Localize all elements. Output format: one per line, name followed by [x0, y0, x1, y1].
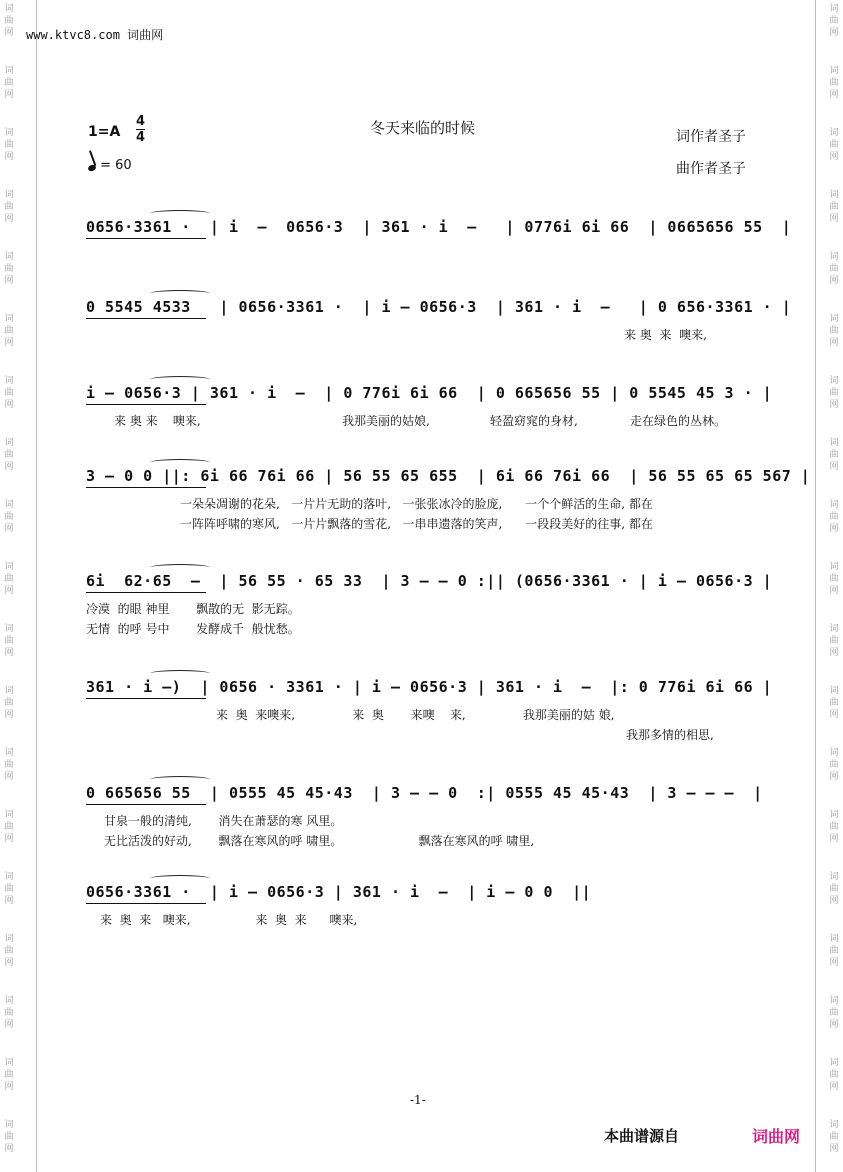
watermark-glyph: 曲	[829, 636, 839, 646]
beam-line	[86, 318, 206, 319]
watermark-glyph: 词	[829, 562, 839, 572]
quarter-note-icon	[87, 164, 97, 172]
watermark-glyph: 词	[829, 438, 839, 448]
watermark-glyph: 词	[829, 872, 839, 882]
beam-line	[86, 698, 206, 699]
watermark-glyph: 词	[829, 1058, 839, 1068]
watermark-glyph: 网	[829, 524, 839, 534]
notation-row: 6i 62·65 – | 56 55 · 65 33 | 3 – – 0 :|| (0656·3361 · | i – 0656·3 |	[86, 572, 773, 590]
watermark-glyph: 网	[4, 214, 14, 224]
watermark-glyph: 网	[829, 834, 839, 844]
watermark-glyph: 曲	[829, 16, 839, 26]
watermark-glyph: 曲	[4, 388, 14, 398]
watermark-glyph: 词	[4, 996, 14, 1006]
watermark-glyph: 曲	[829, 264, 839, 274]
slur-arc	[150, 210, 210, 217]
watermark-glyph: 曲	[829, 388, 839, 398]
lyric-line: 来 奥 来噢来, 来 奥 来噢 来, 我那美丽的姑 娘,	[216, 708, 615, 722]
song-title: 冬天来临的时候	[370, 119, 476, 137]
watermark-glyph: 曲	[4, 822, 14, 832]
lyric-line: 冷漠 的眼 神里 飘散的无 影无踪。	[86, 602, 300, 616]
left-margin-strip	[22, 0, 37, 1172]
watermark-glyph: 曲	[829, 698, 839, 708]
watermark-glyph: 网	[4, 710, 14, 720]
watermark-glyph: 网	[4, 90, 14, 100]
watermark-glyph: 网	[4, 276, 14, 286]
watermark-glyph: 网	[4, 772, 14, 782]
watermark-glyph: 词	[829, 500, 839, 510]
composer-credit: 曲作者圣子	[676, 161, 746, 177]
lyric-line: 一朵朵凋谢的花朵, 一片片无助的落叶, 一张张冰冷的脸庞, 一个个鲜活的生命, 都在	[180, 497, 653, 511]
watermark-glyph: 曲	[4, 760, 14, 770]
watermark-glyph: 词	[829, 810, 839, 820]
watermark-glyph: 网	[829, 90, 839, 100]
watermark-glyph: 网	[829, 462, 839, 472]
key-signature: 1=A	[88, 124, 121, 140]
lyric-line: 轻盈窈窕的身材,	[490, 414, 578, 428]
watermark-glyph: 词	[829, 748, 839, 758]
watermark-glyph: 曲	[4, 698, 14, 708]
watermark-glyph: 词	[4, 128, 14, 138]
watermark-glyph: 网	[829, 586, 839, 596]
tempo-value: = 60	[100, 158, 132, 173]
watermark-glyph: 词	[4, 376, 14, 386]
watermark-glyph: 网	[4, 400, 14, 410]
notation-row: 0656·3361 · | i – 0656·3 | 361 · i – | 0776i 6i 66 | 0665656 55 |	[86, 218, 792, 236]
beam-line	[86, 238, 206, 239]
lyric-line: 我那多情的相思,	[626, 728, 714, 742]
watermark-glyph: 曲	[829, 574, 839, 584]
watermark-glyph: 曲	[829, 140, 839, 150]
watermark-glyph: 词	[4, 190, 14, 200]
brand-logo[interactable]: 词曲网	[752, 1127, 801, 1146]
watermark-glyph: 曲	[4, 1070, 14, 1080]
watermark-glyph: 曲	[829, 760, 839, 770]
watermark-glyph: 词	[4, 438, 14, 448]
watermark-glyph: 网	[829, 896, 839, 906]
watermark-glyph: 词	[4, 686, 14, 696]
watermark-glyph: 词	[4, 934, 14, 944]
time-signature	[136, 114, 145, 145]
watermark-glyph: 网	[4, 958, 14, 968]
beam-line	[86, 592, 206, 593]
watermark-glyph: 曲	[4, 1132, 14, 1142]
watermark-glyph: 曲	[829, 202, 839, 212]
lyric-line: 我那美丽的姑娘,	[342, 414, 430, 428]
watermark-glyph: 网	[4, 28, 14, 38]
lyric-line: 来 奥 来 噢来,	[624, 328, 707, 342]
watermark-glyph: 曲	[829, 1008, 839, 1018]
watermark-glyph: 词	[4, 872, 14, 882]
lyric-line: 来 奥 来 噢来, 来 奥 来 噢来,	[100, 913, 358, 927]
watermark-glyph: 网	[4, 152, 14, 162]
watermark-glyph: 曲	[4, 636, 14, 646]
slur-arc	[150, 875, 210, 882]
watermark-glyph: 词	[829, 314, 839, 324]
watermark-glyph: 曲	[4, 202, 14, 212]
beam-line	[86, 804, 206, 805]
watermark-glyph: 网	[4, 462, 14, 472]
watermark-glyph: 曲	[4, 884, 14, 894]
watermark-glyph: 曲	[829, 78, 839, 88]
watermark-glyph: 曲	[4, 1008, 14, 1018]
watermark-glyph: 词	[829, 128, 839, 138]
page-number: -1-	[410, 1093, 426, 1107]
watermark-glyph: 网	[829, 1020, 839, 1030]
watermark-glyph: 词	[829, 190, 839, 200]
watermark-glyph: 词	[4, 748, 14, 758]
watermark-glyph: 词	[4, 500, 14, 510]
watermark-glyph: 网	[4, 896, 14, 906]
watermark-glyph: 词	[829, 66, 839, 76]
watermark-glyph: 曲	[4, 450, 14, 460]
watermark-glyph: 曲	[829, 1070, 839, 1080]
watermark-glyph: 词	[4, 810, 14, 820]
watermark-glyph: 网	[4, 1020, 14, 1030]
slur-arc	[150, 376, 210, 383]
watermark-glyph: 网	[829, 152, 839, 162]
slur-arc	[150, 290, 210, 297]
watermark-glyph: 曲	[829, 450, 839, 460]
watermark-glyph: 词	[4, 624, 14, 634]
watermark-glyph: 曲	[829, 512, 839, 522]
watermark-glyph: 网	[829, 400, 839, 410]
watermark-glyph: 曲	[4, 264, 14, 274]
watermark-glyph: 网	[829, 648, 839, 658]
lyric-line: 无情 的呼 号中 发酵成千 般忧愁。	[86, 622, 300, 636]
watermark-glyph: 网	[4, 648, 14, 658]
watermark-glyph: 词	[829, 376, 839, 386]
lyric-line: 甘泉一般的清纯, 消失在萧瑟的寒 风里。	[104, 814, 343, 828]
notation-row: i – 0656·3 | 361 · i – | 0 776i 6i 66 | 0 665656 55 | 0 5545 45 3 · |	[86, 384, 773, 402]
notation-row: 0 5545 4533 | 0656·3361 · | i – 0656·3 | 361 · i – | 0 656·3361 · |	[86, 298, 792, 316]
watermark-glyph: 曲	[4, 574, 14, 584]
time-bottom: 4	[136, 130, 146, 145]
watermark-glyph: 曲	[829, 326, 839, 336]
watermark-glyph: 词	[4, 1058, 14, 1068]
tempo-marking	[88, 158, 132, 173]
site-url[interactable]: www.ktvc8.com 词曲网	[26, 28, 164, 42]
slur-arc	[150, 776, 210, 783]
watermark-glyph: 词	[4, 252, 14, 262]
watermark-glyph: 曲	[4, 78, 14, 88]
notation-row: 361 · i –) | 0656 · 3361 · | i – 0656·3 | 361 · i – |: 0 776i 6i 66 |	[86, 678, 773, 696]
watermark-glyph: 词	[4, 314, 14, 324]
watermark-glyph: 曲	[829, 946, 839, 956]
watermark-glyph: 网	[4, 338, 14, 348]
slur-arc	[150, 670, 210, 677]
lyric-line: 无比活泼的好动, 飘落在寒风的呼 啸里。 飘落在寒风的呼 啸里,	[104, 834, 535, 848]
watermark-glyph: 词	[4, 1120, 14, 1130]
watermark-glyph: 曲	[4, 16, 14, 26]
notation-row: 0 665656 55 | 0555 45 45·43 | 3 – – 0 :| 0555 45 45·43 | 3 – – – |	[86, 784, 763, 802]
watermark-glyph: 网	[829, 276, 839, 286]
watermark-glyph: 网	[829, 958, 839, 968]
watermark-glyph: 词	[829, 1120, 839, 1130]
watermark-glyph: 网	[4, 1144, 14, 1154]
beam-line	[86, 404, 206, 405]
watermark-glyph: 词	[4, 4, 14, 14]
watermark-glyph: 曲	[829, 1132, 839, 1142]
watermark-glyph: 词	[829, 4, 839, 14]
watermark-glyph: 网	[829, 710, 839, 720]
watermark-glyph: 曲	[829, 822, 839, 832]
watermark-glyph: 词	[829, 996, 839, 1006]
source-label: 本曲谱源自	[604, 1127, 680, 1145]
slur-arc	[150, 564, 210, 571]
lyricist-credit: 词作者圣子	[676, 129, 746, 145]
beam-line	[86, 903, 206, 904]
lyric-line: 来 奥 来 噢来,	[114, 414, 201, 428]
watermark-glyph: 词	[829, 624, 839, 634]
watermark-glyph: 曲	[4, 140, 14, 150]
watermark-glyph: 曲	[4, 512, 14, 522]
lyric-line: 走在绿色的丛林。	[630, 414, 727, 428]
slur-arc	[150, 459, 210, 466]
watermark-glyph: 词	[4, 562, 14, 572]
watermark-glyph: 网	[829, 1082, 839, 1092]
time-top: 4	[136, 114, 146, 129]
watermark-glyph: 网	[4, 524, 14, 534]
notation-row: 0656·3361 · | i – 0656·3 | 361 · i – | i – 0 0 ||	[86, 883, 592, 901]
watermark-glyph: 网	[4, 586, 14, 596]
watermark-glyph: 词	[4, 66, 14, 76]
notation-row: 3 – 0 0 ||: 6i 66 76i 66 | 56 55 65 655 | 6i 66 76i 66 | 56 55 65 65 567 |	[86, 467, 811, 485]
watermark-glyph: 网	[829, 772, 839, 782]
watermark-glyph: 网	[829, 28, 839, 38]
watermark-glyph: 网	[829, 1144, 839, 1154]
beam-line	[86, 487, 206, 488]
watermark-glyph: 曲	[829, 884, 839, 894]
watermark-glyph: 网	[4, 1082, 14, 1092]
watermark-glyph: 曲	[4, 946, 14, 956]
watermark-glyph: 词	[829, 934, 839, 944]
watermark-glyph: 词	[829, 686, 839, 696]
lyric-line: 一阵阵呼啸的寒风, 一片片飘落的雪花, 一串串遗落的笑声, 一段段美好的往事, 都在	[180, 517, 653, 531]
watermark-glyph: 网	[829, 338, 839, 348]
watermark-glyph: 网	[829, 214, 839, 224]
watermark-glyph: 词	[829, 252, 839, 262]
watermark-glyph: 曲	[4, 326, 14, 336]
watermark-glyph: 网	[4, 834, 14, 844]
